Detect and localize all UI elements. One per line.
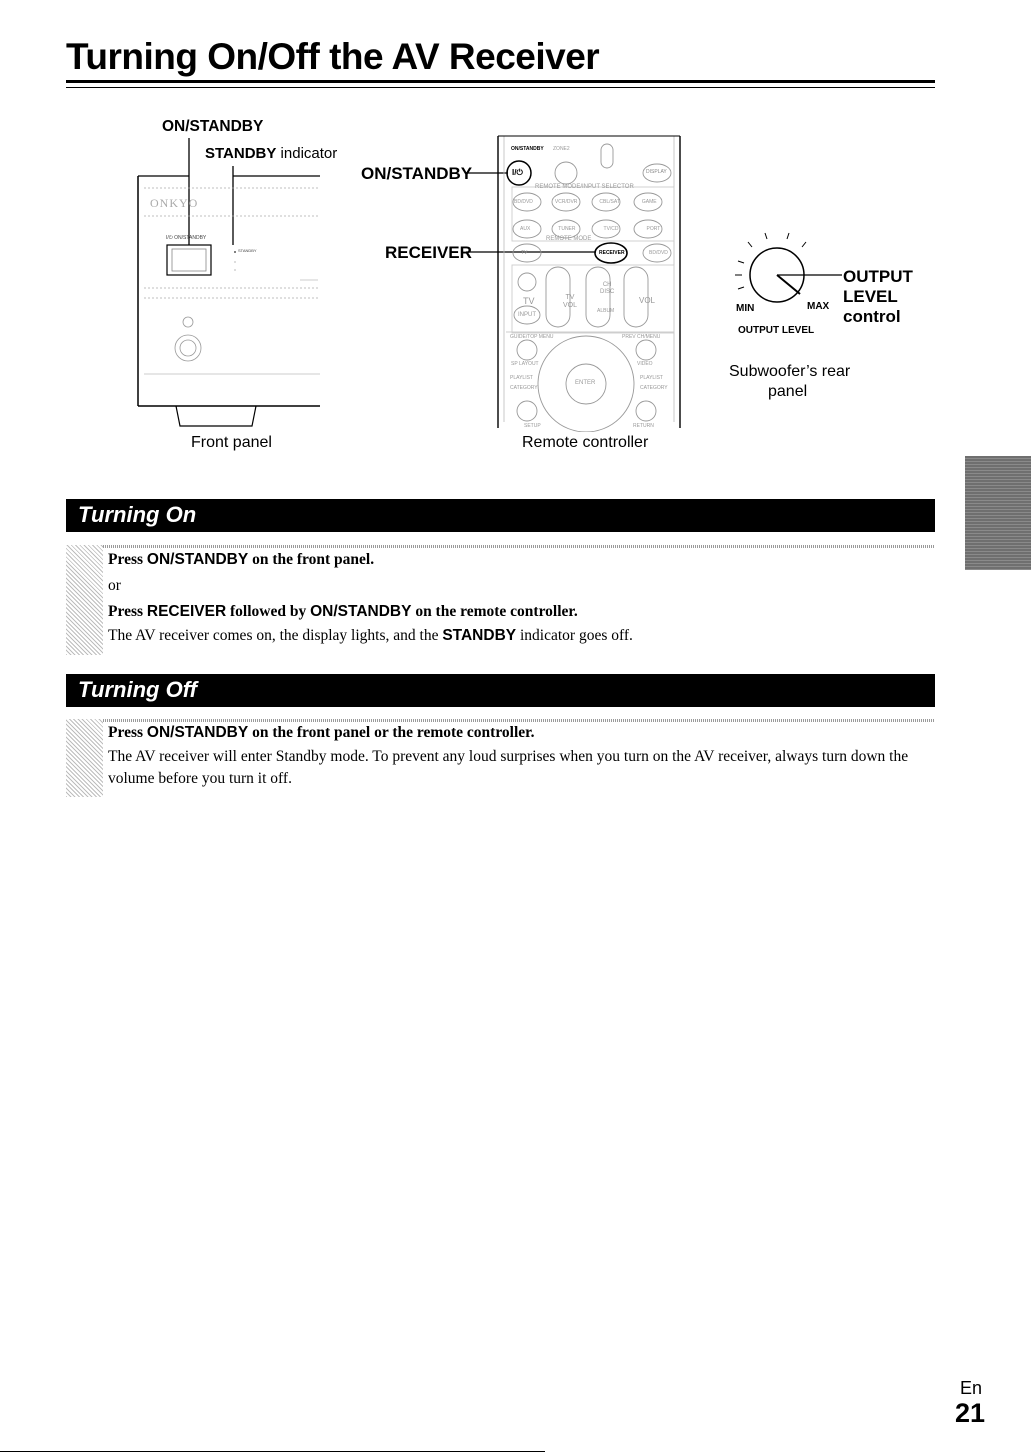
remote-chdisc-label: CH DISC [600,282,615,295]
step-off-line1 [108,722,934,744]
remote-onstandby-label: ON/STANDBY [361,164,473,183]
remote-playlist-right[interactable]: PLAYLIST [640,375,663,381]
remote-prevch-button[interactable]: PREV CH/MENU [622,334,661,340]
subwoofer-caption-line1: Subwoofer’s rear [729,363,851,380]
remote-video-button[interactable]: VIDEO [637,361,653,367]
knob-max-label: MAX [807,301,830,312]
remote-btn-cblsat[interactable]: CBL/SAT [599,199,620,205]
step-on-content [108,549,934,647]
step-off-line1-pre: Press [108,724,147,741]
remote-input-button[interactable]: INPUT [518,312,536,318]
remote-guide-button[interactable]: GUIDE/TOP MENU [510,334,554,340]
remote-album-label: ALBUM [597,308,615,314]
remote-btn-game[interactable]: GAME [641,199,657,205]
remote-top-onstandby: ON/STANDBY [511,146,544,152]
remote-btn-aux[interactable]: AUX [520,226,531,232]
step-on-hatch [66,545,103,655]
step-on-line2-mid: followed by [226,603,311,620]
remote-mode-selector: REMOTE MODE/INPUT SELECTOR [535,184,634,190]
front-panel-caption: Front panel [191,434,272,451]
step-off-body: The AV receiver will enter Standby mode. To prevent any loud surprises when you turn on the AV receiver, always turn down the volume before you turn it off. [108,748,909,787]
subwoofer-caption-line2: panel [768,383,808,400]
title-rule [66,80,935,83]
remote-mode-receiver[interactable]: RECEIVER [599,250,625,256]
remote-mode-tv[interactable]: TV [521,250,528,256]
step-on-line2-key1: RECEIVER [146,603,227,620]
remote-tvvol-label: TV VOL [563,294,578,309]
remote-zone2: ZONE2 [553,146,570,152]
standby-indicator-label-bold: STANDBY [205,145,277,162]
remote-enter-button[interactable]: ENTER [575,380,596,386]
section-turning-off-title: Turning Off [78,677,197,702]
remote-category-right[interactable]: CATEGORY [640,385,668,391]
remote-return-button[interactable]: RETURN [633,423,654,429]
step-on-line1-post: on the front panel. [248,551,375,568]
remote-setup-button[interactable]: SETUP [524,423,541,429]
knob-output-level-label: OUTPUT LEVEL [738,325,815,336]
remote-receiver-label: RECEIVER [385,243,472,262]
remote-btn-tuner[interactable]: TUNER [558,226,576,232]
step-on-line2-key2: ON/STANDBY [310,603,412,620]
section-turning-on-heading [66,499,935,532]
standby-indicator-label-rest: indicator [276,145,338,162]
step-on-line1 [108,549,934,571]
remote-playlist-left[interactable]: PLAYLIST [510,375,533,381]
remote-mode-label: REMOTE MODE [546,236,592,242]
remote-row1 [514,199,694,205]
remote-caption: Remote controller [522,434,649,451]
step-on-line2-post: on the remote controller. [411,603,578,620]
remote-display-button[interactable]: DISPLAY [646,169,667,175]
remote-power-button[interactable]: I/⏻ [512,168,523,177]
step-off-line1-key: ON/STANDBY [146,724,249,741]
step-on-body-pre: The AV receiver comes on, the display lights, and the [108,627,443,644]
section-turning-off-heading [66,674,935,707]
knob-min-label: MIN [736,303,755,314]
section-turning-on-title: Turning On [78,502,197,527]
language-code: En [960,1378,983,1398]
brand-logo: ONKYO [150,196,199,210]
step-off-hatch [66,719,103,797]
step-on-line2-pre: Press [108,603,147,620]
step-off-line1-post: on the front panel or the remote controller. [248,724,535,741]
remote-btn-port[interactable]: PORT [646,226,661,232]
step-on-line1-pre: Press [108,551,147,568]
step-on-or: or [108,577,121,594]
remote-splayout-button[interactable]: SP LAYOUT [511,361,539,367]
remote-mode-bddvd[interactable]: BD/DVD [649,250,668,256]
remote-row2 [520,226,700,232]
front-power-button-label: I/⏻ ON/STANDBY [166,235,207,241]
page-number: 21 [955,1398,986,1428]
front-onstandby-label: ON/STANDBY [162,118,264,135]
page-title: Turning On/Off the AV Receiver [66,36,600,77]
remote-btn-tvcd[interactable]: TV/CD [603,226,619,232]
remote-category-left[interactable]: CATEGORY [510,385,538,391]
remote-tv-label: TV [523,296,535,306]
remote-btn-bddvd[interactable]: BD/DVD [514,199,533,205]
front-panel-illustration [130,130,330,440]
step-off-content [108,722,934,790]
control-label: control [843,307,901,326]
level-label: LEVEL [843,287,898,306]
front-standby-indicator-label: STANDBY [238,248,257,253]
title-rule-thin [66,87,935,88]
step-on-line2 [108,601,934,623]
step-on-body [108,625,934,647]
bottom-rule [0,1451,545,1452]
remote-vol-label: VOL [639,296,656,305]
side-tab [965,456,1031,570]
step-on-body-key: STANDBY [442,627,517,644]
remote-btn-vcrdvr[interactable]: VCR/DVR [554,199,578,205]
step-on-body-post: indicator goes off. [516,627,633,644]
output-label: OUTPUT [843,267,913,286]
step-on-rule [103,545,935,548]
step-on-line1-key: ON/STANDBY [146,551,249,568]
